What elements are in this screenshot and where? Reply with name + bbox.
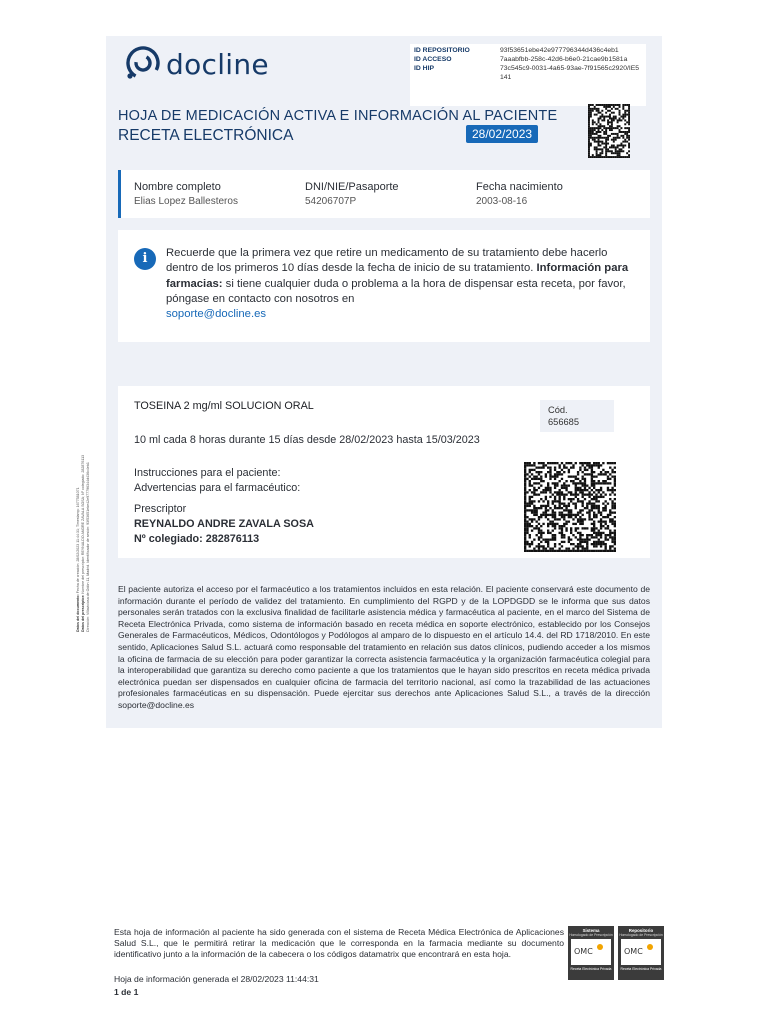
info-icon: i bbox=[134, 248, 156, 270]
info-text bbox=[166, 246, 636, 322]
medication-code-box bbox=[540, 400, 614, 432]
patient-doc-field bbox=[305, 181, 399, 207]
docline-logo bbox=[122, 44, 269, 84]
id-key: ID HIP bbox=[414, 65, 435, 72]
id-key: ID REPOSITORIO bbox=[414, 47, 470, 54]
seal-title: Sistema bbox=[582, 928, 600, 933]
prescription-sheet bbox=[106, 36, 662, 728]
seal-mid: OMC bbox=[624, 947, 643, 956]
prescriber-name: REYNALDO ANDRE ZAVALA SOSA bbox=[134, 518, 314, 530]
info-line-2: si tiene cualquier duda o problema a la hora de dispensar esta receta, por favor, póngase en contacto con nosotros en bbox=[166, 277, 626, 305]
legal-text: El paciente autoriza el acceso por el farmacéutico a los tratamientos incluidos en esta relación. El paciente conservará este documento de información durante el período de validez del tratamiento. En cumplimiento del RGPD y de la LOPDGDD se le informa que sus datos personales serán tratados con la exclusiva finalidad de facilitarle asistencia médica y farmacéutica al paciente, en el marco del Sistema de Receta Electrónica Privada, como sistema de información basado en receta médica en soporte electrónico, establecido por los Consejos Generales de Farmacéuticos, Médicos, Odontólogos y Podólogos al amparo de lo dispuesto en el artículo 14.4. del RD 1718/2010. En este sentido, Aplicaciones Salud S.L. actuará como responsable del tratamiento en relación sus datos clínicos, pudiendo acceder a los mismos la oficina de farmacia de su elección para poder garantizar la correcta asistencia farmacéutica y la organización farmacéutica colegial para la interoperabilidad que garantiza su derecho como paciente a que los tratamientos que le hayan sido prescritos en receta médica privada electrónica puedan ser dispensados en cualquier oficina de farmacia del territorio nacional, así como la trazabilidad de las actuaciones profesionales farmacéuticas en su dispensación. Puede ejercitar sus derechos ante Aplicaciones Salud S.L., a través de la dirección soporte@docline.es bbox=[118, 584, 650, 710]
side-presc-label: Datos del prescriptor: bbox=[81, 594, 85, 632]
id-panel bbox=[410, 44, 646, 106]
prescriber-block bbox=[134, 502, 314, 547]
seal-subtitle: Homologado de Prescripción bbox=[569, 933, 613, 937]
omc-logo bbox=[571, 939, 611, 965]
patient-instructions-label: Instrucciones para el paciente: bbox=[134, 467, 281, 479]
side-presc-value: Nombre del prescriptor: REYNALDO ANDRE ZAVALA SOSA; Nº colegiado: 282876113 bbox=[81, 454, 85, 594]
patient-doc-label: DNI/NIE/Pasaporte bbox=[305, 181, 399, 193]
patient-birth-label: Fecha nacimiento bbox=[476, 181, 563, 193]
document-title: HOJA DE MEDICACIÓN ACTIVA E INFORMACIÓN AL PACIENTE bbox=[118, 108, 558, 124]
side-extra: Dirección: Villaviciosa de Odón 11, Madrid. Identificador de sesión: 93f53651ebe42e977796344d436c4eb1 bbox=[86, 462, 90, 632]
seal-bottom: Receta Electrónica Privada bbox=[570, 967, 612, 971]
medication-code-label: Cód. bbox=[548, 405, 568, 415]
omc-dot-icon bbox=[647, 944, 653, 950]
pharmacist-warnings-label: Advertencias para el farmacéutico: bbox=[134, 481, 301, 494]
id-value: 7aaabfbb-258c-42d6-b6e0-21cae9b1581a bbox=[500, 56, 628, 63]
patient-card bbox=[118, 170, 650, 218]
id-value: 73c545c9-0031-4a65-93ae-7f91565c2920/IE5141 bbox=[500, 65, 640, 81]
patient-name-label: Nombre completo bbox=[134, 181, 221, 193]
footer-generated: Hoja de información generada el 28/02/2023 11:44:31 bbox=[114, 974, 319, 984]
date-badge: 28/02/2023 bbox=[466, 125, 538, 143]
id-value: 93f53651ebe42e977796344d436c4eb1 bbox=[500, 47, 619, 54]
info-line-1: Recuerde que la primera vez que retire un medicamento de su tratamiento debe hacerlo dentro de los primeros 10 días desde la fecha de inicio de su tratamiento. bbox=[166, 247, 608, 275]
id-row bbox=[414, 64, 642, 82]
prescriber-colegiado: Nº colegiado: 282876113 bbox=[134, 533, 260, 545]
seal-subtitle: Homologado de Prescripción bbox=[619, 933, 663, 937]
footer-text: Esta hoja de información al paciente ha sido generada con el sistema de Receta Médica Electrónica de Aplicaciones Salud S.L., que le permitirá retirar la medicación que le corresponda en la farmacia mediante su documento identificativo junto a la información de la cabecera o los códigos datamatrix que encontrará en esta hoja. bbox=[114, 927, 564, 960]
medication-datamatrix-code bbox=[524, 462, 616, 552]
id-row bbox=[414, 55, 642, 64]
support-email-link[interactable]: soporte@docline.es bbox=[166, 308, 267, 321]
side-doc-label: Datos del documento: bbox=[76, 594, 80, 632]
header-qr-code bbox=[588, 104, 630, 158]
medication-code-value: 656685 bbox=[548, 417, 580, 427]
document-subtitle: RECETA ELECTRÓNICA bbox=[118, 127, 294, 144]
id-key: ID ACCESO bbox=[414, 56, 452, 63]
id-row bbox=[414, 46, 642, 55]
medication-card bbox=[118, 386, 650, 558]
brand-name: docline bbox=[166, 47, 269, 81]
patient-doc-value: 54206707P bbox=[305, 196, 357, 207]
side-metadata bbox=[76, 332, 91, 632]
omc-system-seal bbox=[568, 926, 614, 980]
omc-logo bbox=[621, 939, 661, 965]
omc-repository-seal bbox=[618, 926, 664, 980]
page-number: 1 de 1 bbox=[114, 987, 139, 997]
patient-birth-value: 2003-08-16 bbox=[476, 196, 528, 207]
medication-name: TOSEINA 2 mg/ml SOLUCION ORAL bbox=[134, 400, 314, 412]
posology: 10 ml cada 8 horas durante 15 días desde 28/02/2023 hasta 15/03/2023 bbox=[134, 434, 480, 446]
instructions bbox=[134, 466, 300, 495]
seal-title: Repositorio bbox=[628, 928, 654, 933]
omc-dot-icon bbox=[597, 944, 603, 950]
seal-mid: OMC bbox=[574, 947, 593, 956]
seal-bottom: Receta Electrónica Privada bbox=[620, 967, 662, 971]
prescriber-label: Prescriptor bbox=[134, 503, 187, 515]
docline-logo-icon bbox=[122, 44, 162, 84]
patient-birth-field bbox=[476, 181, 563, 207]
info-pharmacy-label: Información para farmacias: bbox=[166, 262, 629, 290]
patient-name-field bbox=[134, 181, 238, 207]
side-doc-value: Fecha de creación: 28/02/2023 11:44:31; Timestamp: 1677581071 bbox=[76, 487, 80, 594]
patient-name-value: Elias Lopez Ballesteros bbox=[134, 196, 238, 207]
info-box bbox=[118, 230, 650, 342]
